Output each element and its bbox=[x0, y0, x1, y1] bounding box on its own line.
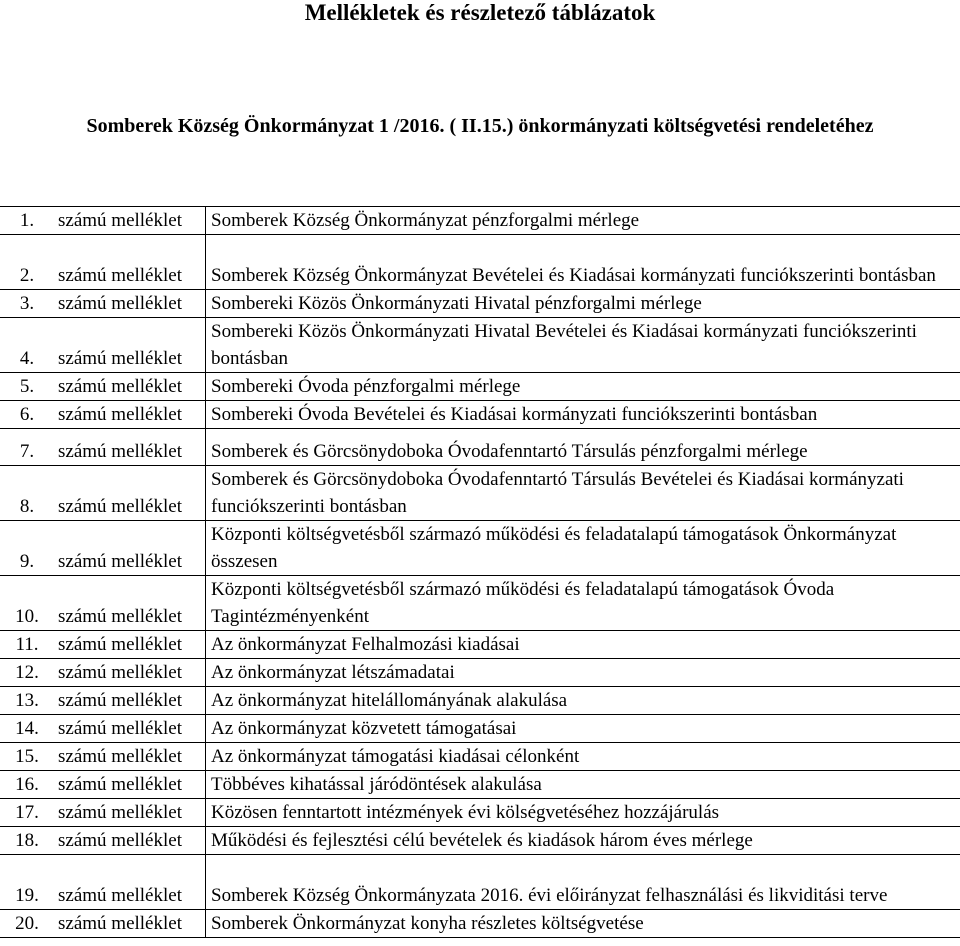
annex-description: Többéves kihatással járódöntések alakulása bbox=[206, 771, 960, 799]
annex-description: Somberek Község Önkormányzat Bevételei és Kiadásai kormányzati funciókszerinti bontásban bbox=[206, 235, 960, 290]
table-row bbox=[0, 576, 960, 631]
annex-description: Sombereki Közös Önkormányzati Hivatal Bevételei és Kiadásai kormányzati funciókszerinti bontásban bbox=[206, 318, 960, 373]
page-title: Mellékletek és részletező táblázatok bbox=[304, 0, 656, 25]
annex-description: Az önkormányzat közvetett támogatásai bbox=[206, 715, 960, 743]
annex-description: Somberek és Görcsönydoboka Óvodafenntartó Társulás Bevételei és Kiadásai kormányzati funciókszerinti bontásban bbox=[206, 466, 960, 521]
annex-label: számú melléklet bbox=[54, 235, 206, 290]
table-row bbox=[0, 373, 960, 401]
annex-label: számú melléklet bbox=[54, 715, 206, 743]
annex-description: Az önkormányzat Felhalmozási kiadásai bbox=[206, 631, 960, 659]
annex-label: számú melléklet bbox=[54, 687, 206, 715]
annex-number: 7. bbox=[0, 429, 54, 466]
table-row bbox=[0, 771, 960, 799]
table-row bbox=[0, 687, 960, 715]
annex-label: számú melléklet bbox=[54, 771, 206, 799]
annex-number: 10. bbox=[0, 576, 54, 631]
annex-label: számú melléklet bbox=[54, 631, 206, 659]
table-row bbox=[0, 855, 960, 910]
annex-label: számú melléklet bbox=[54, 318, 206, 373]
annex-description: Somberek és Görcsönydoboka Óvodafenntartó Társulás pénzforgalmi mérlege bbox=[206, 429, 960, 466]
annex-label: számú melléklet bbox=[54, 659, 206, 687]
annex-label: számú melléklet bbox=[54, 401, 206, 429]
annex-number: 1. bbox=[0, 207, 54, 235]
annex-description: Somberek Önkormányzat konyha részletes költségvetése bbox=[206, 910, 960, 938]
annex-number: 17. bbox=[0, 799, 54, 827]
annex-number: 12. bbox=[0, 659, 54, 687]
annex-description: Az önkormányzat hitelállományának alakulása bbox=[206, 687, 960, 715]
annex-description: Sombereki Közös Önkormányzati Hivatal pénzforgalmi mérlege bbox=[206, 290, 960, 318]
table-row bbox=[0, 631, 960, 659]
annex-label: számú melléklet bbox=[54, 910, 206, 938]
table-row bbox=[0, 207, 960, 235]
table-row bbox=[0, 318, 960, 373]
annex-number: 19. bbox=[0, 855, 54, 910]
annex-number: 18. bbox=[0, 827, 54, 855]
table-row bbox=[0, 521, 960, 576]
annex-description: Működési és fejlesztési célú bevételek és kiadások három éves mérlege bbox=[206, 827, 960, 855]
annex-description: Sombereki Óvoda Bevételei és Kiadásai kormányzati funciókszerinti bontásban bbox=[206, 401, 960, 429]
annex-number: 11. bbox=[0, 631, 54, 659]
annex-label: számú melléklet bbox=[54, 373, 206, 401]
annex-label: számú melléklet bbox=[54, 466, 206, 521]
table-row bbox=[0, 827, 960, 855]
annex-label: számú melléklet bbox=[54, 521, 206, 576]
annex-description: Sombereki Óvoda pénzforgalmi mérlege bbox=[206, 373, 960, 401]
annex-label: számú melléklet bbox=[54, 743, 206, 771]
annex-description: Somberek Község Önkormányzata 2016. évi előirányzat felhasználási és likviditási terve bbox=[206, 855, 960, 910]
annex-number: 5. bbox=[0, 373, 54, 401]
annex-description: Az önkormányzat támogatási kiadásai célonként bbox=[206, 743, 960, 771]
annex-description: Közösen fenntartott intézmények évi kölségvetéséhez hozzájárulás bbox=[206, 799, 960, 827]
annex-description: Somberek Község Önkormányzat pénzforgalmi mérlege bbox=[206, 207, 960, 235]
annex-description: Központi költségvetésből származó működési és feladatalapú támogatások Óvoda Tagintézményenként bbox=[206, 576, 960, 631]
annex-number: 15. bbox=[0, 743, 54, 771]
annex-number: 14. bbox=[0, 715, 54, 743]
annex-label: számú melléklet bbox=[54, 827, 206, 855]
annex-number: 13. bbox=[0, 687, 54, 715]
table-row bbox=[0, 466, 960, 521]
table-row bbox=[0, 743, 960, 771]
annex-number: 6. bbox=[0, 401, 54, 429]
annex-number: 16. bbox=[0, 771, 54, 799]
annex-number: 20. bbox=[0, 910, 54, 938]
table-row bbox=[0, 429, 960, 466]
table-row bbox=[0, 401, 960, 429]
annex-label: számú melléklet bbox=[54, 855, 206, 910]
table-row bbox=[0, 910, 960, 938]
annex-number: 8. bbox=[0, 466, 54, 521]
annex-table bbox=[0, 206, 960, 938]
annex-label: számú melléklet bbox=[54, 207, 206, 235]
annex-number: 4. bbox=[0, 318, 54, 373]
table-row bbox=[0, 659, 960, 687]
page-subtitle: Somberek Község Önkormányzat 1 /2016. ( II.15.) önkormányzati költségvetési rendeletéhez bbox=[86, 115, 874, 137]
annex-label: számú melléklet bbox=[54, 429, 206, 466]
annex-number: 2. bbox=[0, 235, 54, 290]
table-row bbox=[0, 235, 960, 290]
annex-description: Az önkormányzat létszámadatai bbox=[206, 659, 960, 687]
table-row bbox=[0, 799, 960, 827]
annex-label: számú melléklet bbox=[54, 799, 206, 827]
annex-number: 9. bbox=[0, 521, 54, 576]
annex-label: számú melléklet bbox=[54, 290, 206, 318]
annex-description: Központi költségvetésből származó működési és feladatalapú támogatások Önkormányzat összesen bbox=[206, 521, 960, 576]
annex-number: 3. bbox=[0, 290, 54, 318]
table-row bbox=[0, 290, 960, 318]
table-row bbox=[0, 715, 960, 743]
annex-label: számú melléklet bbox=[54, 576, 206, 631]
